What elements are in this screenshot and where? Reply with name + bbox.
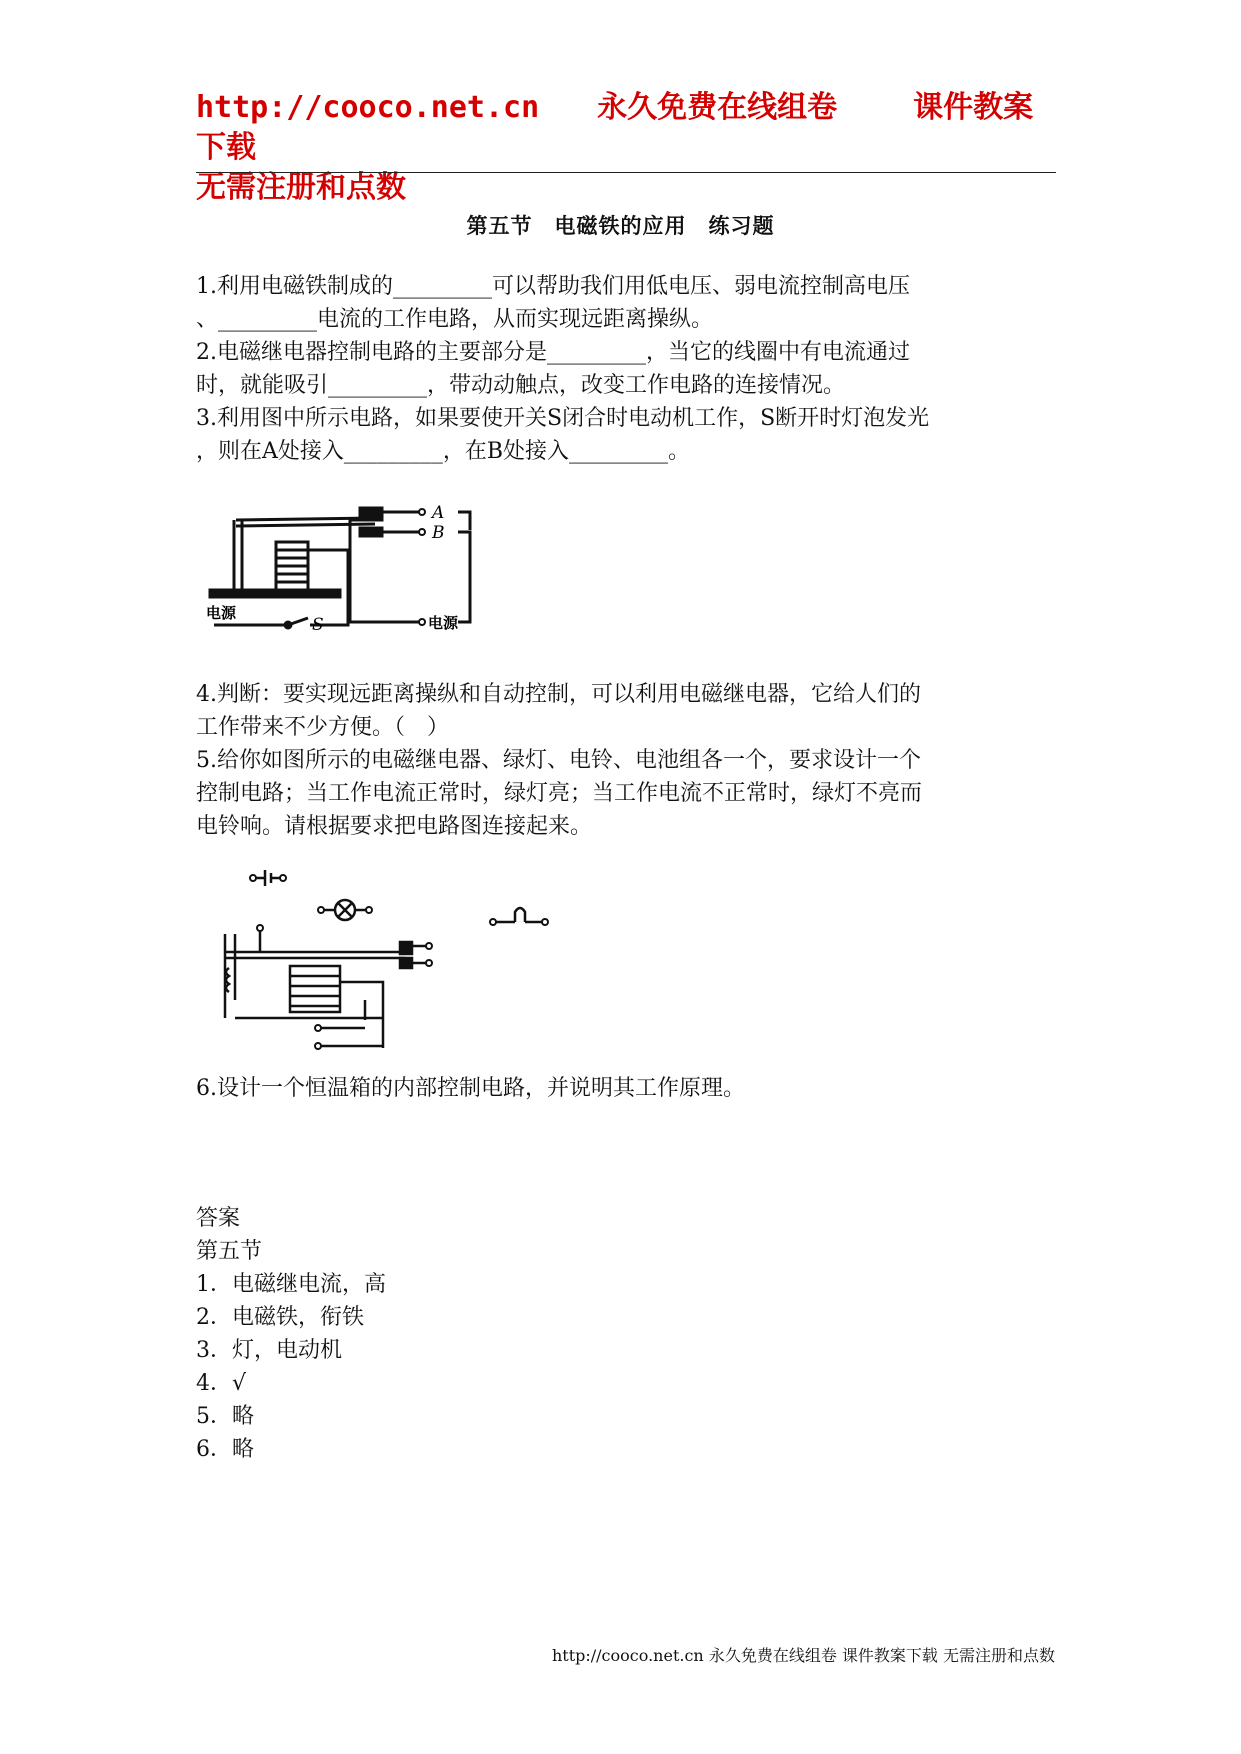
label-b: B <box>432 523 445 543</box>
header-slogan-2: 课件教案下载 <box>196 90 1034 165</box>
label-a: A <box>432 503 445 523</box>
header-slogan-1: 永久免费在线组卷 <box>597 90 838 125</box>
header-divider <box>196 172 1056 173</box>
question-4: 4.判断：要实现远距离操纵和自动控制，可以利用电磁继电器，它给人们的 工作带来不少方便。（ ） <box>196 682 921 740</box>
answer-item: 1．电磁继电流，高 <box>196 1272 386 1297</box>
answer-item: 3．灯，电动机 <box>196 1338 342 1363</box>
answer-item: 5．略 <box>196 1404 254 1429</box>
question-3: 3.利用图中所示电路，如果要使开关S闭合时电动机工作，S断开时灯泡发光 ，则在A处接入_________，在B处接入_________。 <box>196 406 930 464</box>
answers-heading: 答案 <box>196 1206 241 1231</box>
question-2: 2.电磁继电器控制电路的主要部分是_________，当它的线圈中有电流通过 时，就能吸引_________，带动动触点，改变工作电路的连接情况。 <box>196 340 910 398</box>
answers-section <box>196 1202 386 1466</box>
relay-lamp-bell-figure <box>205 870 565 1050</box>
site-header <box>196 88 1056 208</box>
site-url-link[interactable]: http://cooco.net.cn <box>196 90 540 125</box>
answer-item: 6．略 <box>196 1437 254 1462</box>
label-power-right: 电源 <box>428 614 459 632</box>
page-title: 第五节 电磁铁的应用 练习题 <box>466 213 775 238</box>
question-5: 5.给你如图所示的电磁继电器、绿灯、电铃、电池组各一个，要求设计一个 控制电路；当工作电流正常时，绿灯亮；当工作电流不正常时，绿灯不亮而 电铃响。请根据要求把电路图连接起来。 <box>196 748 923 839</box>
label-s: S <box>312 615 324 635</box>
question-6: 6.设计一个恒温箱的内部控制电路，并说明其工作原理。 <box>196 1076 745 1101</box>
answer-item: 4．√ <box>196 1371 247 1396</box>
answer-item: 2．电磁铁，衔铁 <box>196 1305 364 1330</box>
page-footer[interactable]: http://cooco.net.cn 永久免费在线组卷 课件教案下载 无需注册和点数 <box>551 1646 1055 1665</box>
question-1: 1.利用电磁铁制成的_________可以帮助我们用低电压、弱电流控制高电压 、_________电流的工作电路，从而实现远距离操纵。 <box>196 274 910 332</box>
answers-section-title: 第五节 <box>196 1239 263 1264</box>
header-slogan-3: 无需注册和点数 <box>196 170 406 205</box>
relay-circuit-figure <box>200 490 550 650</box>
label-power-left: 电源 <box>206 604 237 622</box>
header-line-1 <box>196 88 1056 168</box>
